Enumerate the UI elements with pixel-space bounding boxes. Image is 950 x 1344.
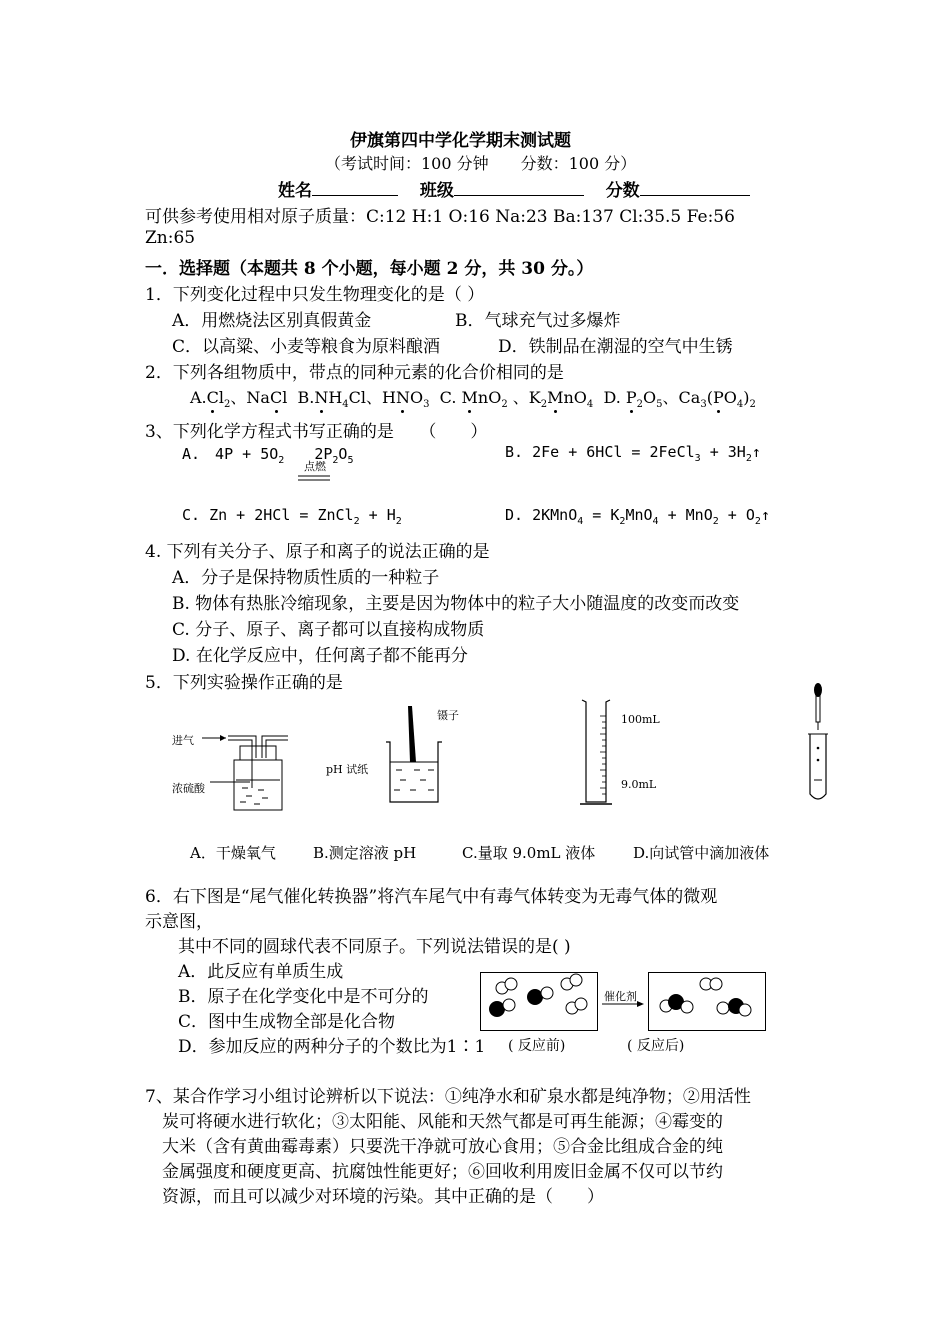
- label-ph-paper: pH 试纸: [326, 763, 369, 776]
- q1-stem: 1．下列变化过程中只发生物理变化的是（ ）: [145, 285, 485, 305]
- q5-option-a[interactable]: A．干燥氧气: [190, 844, 276, 862]
- q3-condition: 点燃: [304, 460, 326, 473]
- section-heading: 一．选择题（本题共 8 个小题，每小题 2 分，共 30 分。）: [145, 259, 594, 279]
- q3-option-c[interactable]: C. Zn + 2HCl = ZnCl$_2$ + $H_2$: [182, 506, 402, 527]
- q2-stem: 2．下列各组物质中，带点的同种元素的化合价相同的是: [145, 363, 564, 383]
- q6-option-b[interactable]: B．原子在化学变化中是不可分的: [178, 987, 429, 1007]
- page-title: 伊旗第四中学化学期末测试题: [350, 131, 571, 151]
- q6-option-d[interactable]: D．参加反应的两种分子的个数比为1∶1: [178, 1037, 486, 1057]
- label-inlet: 进气: [172, 734, 194, 747]
- q5-option-c[interactable]: C.量取 9.0mL 液体: [462, 844, 596, 862]
- q4-option-b[interactable]: B. 物体有热胀冷缩现象，主要是因为物体中的粒子大小随温度的改变而改变: [172, 594, 740, 614]
- q1-option-b[interactable]: B．气球充气过多爆炸: [455, 311, 621, 331]
- student-info-line: [278, 176, 750, 201]
- label-tweezers: 镊子: [437, 709, 459, 722]
- name-blank[interactable]: [312, 179, 398, 196]
- q1-option-c[interactable]: C．以高粱、小麦等粮食为原料酿酒: [172, 337, 441, 357]
- q6-stem-line-3: 其中不同的圆球代表不同原子。下列说法错误的是( ): [178, 937, 571, 957]
- q4-stem: 4. 下列有关分子、原子和离子的说法正确的是: [145, 542, 490, 562]
- score-blank[interactable]: [640, 179, 750, 196]
- q4-option-c[interactable]: C. 分子、原子、离子都可以直接构成物质: [172, 620, 485, 640]
- equation-equals-sign: [298, 475, 334, 483]
- q3-option-a[interactable]: A. $4P + 5O_2$ $2P_2O_5$: [182, 445, 354, 466]
- label-catalyst: 催化剂: [604, 990, 637, 1003]
- q5-option-d[interactable]: D.向试管中滴加液体: [633, 844, 770, 862]
- reference-line-1: 可供参考使用相对原子质量：C:12 H:1 O:16 Na:23 Ba:137 Cl:35.5 Fe:56: [145, 207, 735, 227]
- label-100ml: 100mL: [621, 713, 660, 726]
- q2-options[interactable]: $A.Cl_2$、NaCl $B.NH_4Cl$、$HNO_3$ C. MnO$_2$ 、$K_2MnO_4$ D. $P_2O_5$、$Ca_3(PO_4)_2$: [190, 388, 756, 411]
- q7-line-1: 7、某合作学习小组讨论辨析以下说法：①纯净水和矿泉水都是纯净物；②用活性: [145, 1087, 751, 1107]
- beaker-ph-paper-icon: [380, 704, 450, 804]
- gas-washing-bottle-icon: [200, 728, 292, 812]
- label-9ml: 9.0mL: [621, 778, 657, 791]
- label-acid: 浓硫酸: [172, 782, 205, 795]
- class-blank[interactable]: [454, 179, 584, 196]
- q6-option-a[interactable]: A．此反应有单质生成: [178, 962, 344, 982]
- q6-stem-line-2: 示意图，: [145, 912, 213, 932]
- graduated-cylinder-icon: [576, 698, 616, 808]
- class-label: 班级: [419, 181, 454, 201]
- label-after: ( 反应后): [627, 1038, 685, 1054]
- q5-stem: 5．下列实验操作正确的是: [145, 673, 343, 693]
- q3-option-d[interactable]: D. 2KMnO$_4$ = $K_2MnO_4 + MnO_2$ + $O_2↑$: [505, 506, 770, 527]
- exam-subtitle: （考试时间：100 分钟 分数：100 分）: [325, 154, 637, 173]
- name-label: 姓名: [278, 181, 312, 201]
- q1-option-d[interactable]: D．铁制品在潮湿的空气中生锈: [498, 337, 733, 357]
- q3-option-b[interactable]: B. 2Fe + 6HCl = 2FeCl$_3$ + $3H_2↑$: [505, 443, 761, 464]
- q7-line-3: 大米（含有黄曲霉毒素）只要洗干净就可放心食用；⑤合金比组成合金的纯: [162, 1137, 723, 1157]
- q1-option-a[interactable]: A．用燃烧法区别真假黄金: [172, 311, 372, 331]
- q7-line-4: 金属强度和硬度更高、抗腐蚀性能更好；⑥回收利用废旧金属不仅可以节约: [162, 1162, 723, 1182]
- reference-line-2: Zn:65: [145, 228, 196, 248]
- q4-option-d[interactable]: D. 在化学反应中，任何离子都不能再分: [172, 646, 468, 666]
- q4-option-a[interactable]: A．分子是保持物质性质的一种粒子: [172, 568, 440, 588]
- score-label: 分数: [605, 181, 640, 201]
- q7-line-2: 炭可将硬水进行软化；③太阳能、风能和天然气都是可再生能源；④霉变的: [162, 1112, 723, 1132]
- q3-stem: 3、下列化学方程式书写正确的是 （ ）: [145, 422, 488, 442]
- q6-option-c[interactable]: C．图中生成物全部是化合物: [178, 1012, 396, 1032]
- q7-line-5: 资源，而且可以减少对环境的污染。其中正确的是（ ）: [162, 1187, 604, 1207]
- q5-option-b[interactable]: B.测定溶液 pH: [313, 844, 417, 862]
- label-before: ( 反应前): [508, 1038, 566, 1054]
- q6-stem-line-1: 6．右下图是“尾气催化转换器”将汽车尾气中有毒气体转变为无毒气体的微观: [145, 887, 718, 907]
- dropper-test-tube-icon: [806, 682, 836, 806]
